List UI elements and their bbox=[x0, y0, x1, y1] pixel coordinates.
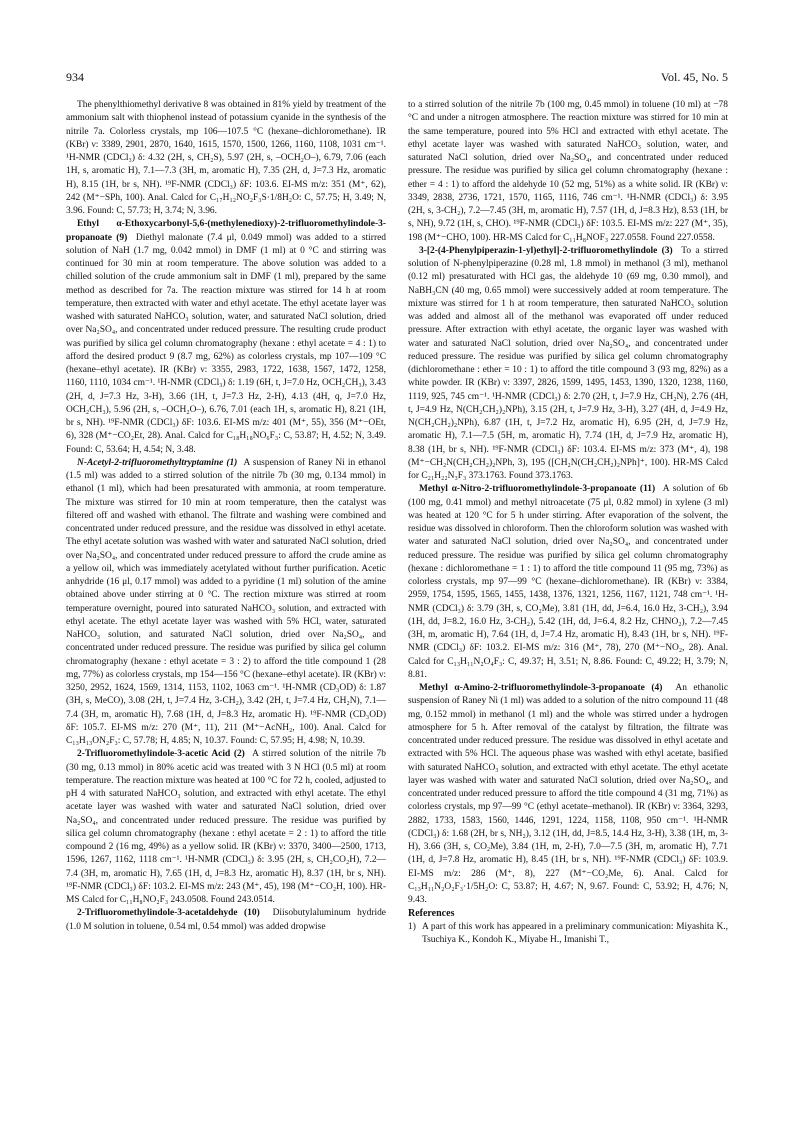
paragraph-text: Diisobutylaluminum hydride (1.0 M solution in toluene, 0.54 ml, 0.54 mmol) was added dropwise bbox=[66, 908, 386, 932]
page-header bbox=[66, 70, 728, 88]
reference-number: 1) bbox=[408, 921, 416, 932]
volume-issue: Vol. 45, No. 5 bbox=[660, 70, 728, 84]
section-heading: 2-Trifluoromethylindole-3-acetaldehyde (10) bbox=[77, 908, 260, 919]
paragraph bbox=[66, 748, 386, 907]
paragraph bbox=[66, 218, 386, 457]
reference-item bbox=[408, 921, 728, 948]
paragraph-text: to a stirred solution of the nitrile 7b (100 mg, 0.45 mmol) in toluene (10 ml) at −78 °C and under a nitrogen atmosphere. The reaction mixture was stirred for 10 min at the same temperature, poured into 5% HCl and extracted with ethyl acetate. The ethyl acetate layer was washed with saturated NaHCO₃ solution, water, and saturated NaCl solution, dried over Na₂SO₄, and concentrated under reduced pressure. The residue was purified by silica gel column chromatography (hexane : ether = 4 : 1) to afford the aldehyde 10 (52 mg, 51%) as a white solid. IR (KBr) ν: 3349, 2838, 2736, 1721, 1570, 1165, 1116, 746 cm⁻¹. ¹H-NMR (CDCl₃) δ: 3.95 (2H, s, 3-CH₂), 7.2—7.45 (3H, m, aromatic H), 7.57 (1H, d, J=8.3 Hz), 8.53 (1H, br s, NH), 9.72 (1H, s, CHO). ¹⁹F-NMR (CDCl₃) δF: 103.5. EI-MS m/z: 227 (M⁺, 35), 198 (M⁺−CHO, 100). HR-MS Calcd for C₁₁H₈NOF₃ 227.0558. Found 227.0558. bbox=[408, 100, 728, 243]
paragraph bbox=[66, 457, 386, 749]
page-number: 934 bbox=[66, 70, 84, 84]
paragraph bbox=[66, 907, 386, 934]
paragraph-text: An ethanolic suspension of Raney Ni (1 ml) was added to a solution of the nitro compound 11 (48 mg, 0.152 mmol) in methanol (1 ml) and the whole was stirred under a hydrogen atmosphere for 5 h. After removal of the catalyst by filtration, the filtrate was concentrated under reduced pressure. The residue was dissolved in ethyl acetate and extracted with 5% HCl. The aqueous phase was washed with ethyl acetate, basified with saturated NaHCO₃ solution, and extracted with ethyl acetate. The ethyl acetate layer was washed with water and saturated NaCl solution, dried over Na₂SO₄, and concentrated under reduced pressure to afford the title compound 4 (31 mg, 71%) as colorless crystals, mp 97—99 °C (ethyl acetate–methanol). IR (KBr) ν: 3364, 3293, 2882, 1733, 1583, 1560, 1446, 1291, 1224, 1158, 1108, 950 cm⁻¹. ¹H-NMR (CDCl₃) δ: 1.68 (2H, br s, NH₂), 3.12 (1H, dd, J=8.5, 14.4 Hz, 3-H), 3.38 (1H, m, 3-H), 3.66 (3H, s, CO₂Me), 3.84 (1H, m, 2-H), 7.0—7.5 (3H, m, aromatic H), 7.71 (1H, d, J=7.8 Hz, aromatic H), 8.45 (1H, br s, NH). ¹⁹F-NMR (CDCl₃) δF: 103.9. EI-MS m/z: 286 (M⁺, 8), 227 (M⁺−CO₂Me, 6). Anal. Calcd for C₁₃H₁₁N₂O₂F₃·1/5H₂O: C, 53.87; H, 4.67; N, 9.67. Found: C, 53.92; H, 4.76; N, 9.43. bbox=[408, 683, 729, 905]
paragraph-text: A suspension of Raney Ni in ethanol (1.5 ml) was added to a stirred solution of the nitrile 7b (30 mg, 0.134 mmol) in ethanol (1 ml), which had been presaturated with ammonia, at room temperature. The mixture was stirred for 10 min at room temperature, then the catalyst was filtered off and washed with ethanol. The filtrate and washing were combined and concentrated under reduced pressure, and the residue was dissolved in ethyl acetate. The ethyl acetate solution was washed with water and saturated NaCl solution, dried over Na₂SO₄, and concentrated under reduced pressure to afford the crude amine as a yellow oil, which was immediately acetylated without further purification. Acetic anhydride (16 μl, 0.17 mmol) was added to a pyridine (1 ml) solution of the amine obtained above under stirring at 0 °C. The rection mixture was stirred at room temperature overnight, poured into saturated NaHCO₃ solution, and extracted with ethyl acetate. The ethyl acetate layer was washed with 5% HCl, water, saturated NaHCO₃ solution, and saturated NaCl solution, dried over Na₂SO₄, and concentrated under reduced pressure. The residue was purified by silica gel column chromatography (hexane : ethyl acetate = 3 : 2) to afford the title compound 1 (28 mg, 77%) as colorless crystals, mp 154—156 °C (hexane–ethyl acetate). IR (KBr) ν: 3250, 2952, 1624, 1569, 1314, 1153, 1102, 1063 cm⁻¹. ¹H-NMR (CD₃OD) δ: 1.87 (3H, s, MeCO), 3.08 (2H, t, J=7.4 Hz, 3-CH₂), 3.42 (2H, t, J=7.4 Hz, CH₂N), 7.1—7.4 (3H, m, aromatic H), 7.68 (1H, d, J=8.3 Hz, aromatic H). ¹⁹F-NMR (CD₃OD) δF: 105.7. EI-MS m/z: 270 (M⁺, 11), 211 (M⁺−AcNH₂, 100). Anal. Calcd for C₁₃H₁₃ON₂F₃: C, 57.78; H, 4.85; N, 10.37. Found: C, 57.95; H, 4.98; N, 10.39. bbox=[66, 457, 386, 746]
paragraph bbox=[408, 483, 728, 682]
paragraph-text: To a stirred solution of N-phenylpiperazine (0.28 ml, 1.8 mmol) in methanol (3 ml), methanol (0.12 ml) presaturated with HCl gas, the aldehyde 10 (69 mg, 0.30 mmol), and NaBH₃CN (40 mg, 0.65 mmol) were successively added at room temperature. The mixture was stirred for 1 h at room temperature, then saturated NaHCO₃ solution was added and almost all of the methanol was evaporated off under reduced pressure. After extraction with ethyl acetate, the organic layer was washed with water and saturated NaCl solution, dried over Na₂SO₄, and concentrated under reduced pressure. The residue was purified by silica gel column chromatography (dichloromethane : ether = 10 : 1) to afford the title compound 3 (93 mg, 82%) as a white powder. IR (KBr) ν: 3397, 2826, 1599, 1495, 1453, 1390, 1320, 1238, 1160, 1119, 925, 745 cm⁻¹. ¹H-NMR (CDCl₃) δ: 2.70 (2H, t, J=7.9 Hz, CH₂N), 2.76 (4H, t, J=4.9 Hz, N(CH₂CH₂)₂NPh), 3.15 (2H, t, J=7.9 Hz, 3-H), 3.27 (4H, d, J=4.9 Hz, N(CH₂CH₂)₂NPh), 6.87 (1H, t, J=7.2 Hz, aromatic H), 6.95 (2H, d, J=7.9 Hz, aromatic H), 7.1—7.5 (5H, m, aromatic H), 7.74 (1H, d, J=7.9 Hz, aromatic H), 8.38 (1H, br s, NH). ¹⁹F-NMR (CDCl₃) δF: 103.4. EI-MS m/z: 373 (M⁺, 4), 198 (M⁺−CH₂N(CH₂CH₂)₂NPh, 3), 195 ([CH₂N(CH₂CH₂)₂NPh]⁺, 100). HR-MS Calcd for C₂₁H₂₂N₃F₃ 373.1763. Found 373.1763. bbox=[408, 245, 728, 481]
right-column bbox=[408, 99, 728, 947]
paragraph bbox=[408, 99, 728, 245]
section-heading: N-Acetyl-2-trifluoromethyltryptamine (1) bbox=[77, 457, 238, 468]
paragraph-text: A stirred solution of the nitrile 7b (30 mg, 0.13 mmol) in 80% acetic acid was treated with 3 N HCl (0.5 ml) at room temperature. The reaction mixture was heated at 100 °C for 72 h, cooled, adjusted to pH 4 with saturated NaHCO₃ solution, and extracted with ethyl acetate. The ethyl acetate layer was washed with water and saturated NaCl solution, dried over Na₂SO₄, and concentrated under reduced pressure. The residue was purified by silica gel column chromatography (hexane : ethyl acetate = 2 : 1) to afford the title compound 2 (16 mg, 49%) as a yellow solid. IR (KBr) ν: 3370, 3400—2500, 1713, 1596, 1267, 1162, 1118 cm⁻¹. ¹H-NMR (CDCl₃) δ: 3.95 (2H, s, CH₂CO₂H), 7.2—7.4 (3H, m, aromatic H), 7.65 (1H, d, J=8.3 Hz, aromatic H), 8.37 (1H, br s, NH). ¹⁹F-NMR (CDCl₃) δF: 103.2. EI-MS m/z: 243 (M⁺, 45), 198 (M⁺−CO₂H, 100). HR-MS Calcd for C₁₁H₈NO₂F₃ 243.0508. Found 243.0514. bbox=[66, 749, 386, 905]
section-heading: Ethyl α-Ethoxycarbonyl-5,6-(methylenedioxy)-2-trifluoromethylindole-3-propanoate (9) bbox=[66, 219, 386, 243]
section-heading: 3-[2-(4-Phenylpiperazin-1-yl)ethyl]-2-trifluoromethylindole (3) bbox=[419, 245, 673, 256]
reference-text: A part of this work has appeared in a preliminary communication: Miyashita K., Tsuchiya K., Kondoh K., Miyabe H., Imanishi T., bbox=[422, 921, 728, 945]
paragraph-text: The phenylthiomethyl derivative 8 was obtained in 81% yield by treatment of the ammonium salt with thiophenol instead of potassium cyanide in the synthesis of the nitrile 7a. Colorless crystals, mp 106—107.5 °C (hexane–dichloromethane). IR (KBr) ν: 3389, 2901, 2870, 1640, 1615, 1570, 1500, 1266, 1160, 1108, 1031 cm⁻¹. ¹H-NMR (CDCl₃) δ: 4.32 (2H, s, CH₂S), 5.97 (2H, s, –OCH₂O–), 6.79, 7.06 (each 1H, s, aromatic H), 7.1—7.3 (3H, m, aromatic H), 7.35 (2H, d, J=7.3 Hz, aromatic H), 8.15 (1H, br s, NH). ¹⁹F-NMR (CDCl₃) δF: 103.6. EI-MS m/z: 351 (M⁺, 62), 242 (M⁺−SPh, 100). Anal. Calcd for C₁₇H₁₂NO₂F₃S·1/8H₂O: C, 57.75; H, 3.49; N, 3.96. Found: C, 57.73; H, 3.74; N, 3.96. bbox=[66, 100, 386, 216]
section-heading: Methyl α-Amino-2-trifluoromethylindole-3-propanoate (4) bbox=[419, 683, 663, 693]
section-heading: 2-Trifluoromethylindole-3-acetic Acid (2) bbox=[77, 749, 245, 760]
paragraph-text: A solution of 6b (100 mg, 0.41 mmol) and methyl nitroacetate (75 μl, 0.82 mmol) in xylene (3 ml) was heated at 120 °C for 5 h under stirring. After evaporation of the solvent, the residue was dissolved in chloroform. Then the chloroform solution was washed with water and saturated NaCl solution, dried over Na₂SO₄, and concentrated under reduced pressure. The residue was purified by silica gel column chromatography (hexane : dichloromethane = 1 : 1) to afford the title compound 11 (95 mg, 73%) as colorless crystals, mp 97—99 °C (hexane–dichloromethane). IR (KBr) ν: 3384, 2959, 1754, 1595, 1565, 1455, 1438, 1376, 1321, 1256, 1167, 1121, 748 cm⁻¹. ¹H-NMR (CDCl₃) δ: 3.79 (3H, s, CO₂Me), 3.81 (1H, dd, J=6.4, 16.0 Hz, 3-CH₂), 3.94 (1H, dd, J=8.2, 16.0 Hz, 3-CH₂), 5.42 (1H, dd, J=6.4, 8.2 Hz, CHNO₂), 7.2—7.45 (3H, m, aromatic H), 7.64 (1H, d, J=7.4 Hz, aromatic H), 8.43 (1H, br s, NH). ¹⁹F-NMR (CDCl₃) δF: 103.2. EI-MS m/z: 316 (M⁺, 78), 270 (M⁺−NO₂, 28). Anal. Calcd for C₁₃H₁₁N₂O₄F₃: C, 49.37; H, 3.51; N, 8.86. Found: C, 49.22; H, 3.79; N, 8.81. bbox=[408, 484, 729, 680]
section-heading: Methyl α-Nitro-2-trifluoromethylindole-3-propanoate (11) bbox=[419, 484, 656, 495]
paragraph bbox=[408, 245, 728, 484]
paragraph-text: Diethyl malonate (7.4 μl, 0.049 mmol) was added to a stirred solution of NaH (1.7 mg, 0.042 mmol) in DMF (1 ml) at 0 °C and stirring was continued for 30 min at room temperature. The above solution was added to a chilled solution of the crude ammonium salt in DMF (1 ml), prepared by the same method as described for 7a. The reaction mixture was stirred for 14 h at room temperature, then extracted with water and ethyl acetate. The ethyl acetate layer was washed with saturated NaHCO₃ solution, water, and saturated NaCl solution, dried over Na₂SO₄, and concentrated under reduced pressure. The resulting crude product was purified by silica gel column chromatography (hexane : ethyl acetate = 4 : 1) to afford the desired product 9 (8.7 mg, 62%) as colorless crystals, mp 107—109 °C (hexane–ethyl acetate). IR (KBr) ν: 3355, 2983, 1722, 1638, 1567, 1472, 1258, 1160, 1110, 1034 cm⁻¹. ¹H-NMR (CDCl₃) δ: 1.19 (6H, t, J=7.0 Hz, OCH₂CH₃), 3.43 (2H, d, J=7.3 Hz, 3-H), 3.66 (1H, t, J=7.3 Hz, 2-H), 4.13 (4H, q, J=7.0 Hz, OCH₂CH₃), 5.96 (2H, s, –OCH₂O–), 6.76, 7.01 (each 1H, s, aromatic H), 8.21 (1H, br s, NH). ¹⁹F-NMR (CDCl₃) δF: 103.6. EI-MS m/z: 401 (M⁺, 55), 356 (M⁺−OEt, 6), 328 (M⁺−CO₂Et, 28). Anal. Calcd for C₁₈H₁₈NO₆F₃: C, 53.87; H, 4.52; N, 3.49. Found: C, 53.64; H, 4.54; N, 3.48. bbox=[66, 232, 386, 455]
paragraph bbox=[66, 99, 386, 218]
references-title: References bbox=[408, 908, 455, 920]
paragraph bbox=[408, 682, 728, 907]
left-column bbox=[66, 99, 386, 934]
